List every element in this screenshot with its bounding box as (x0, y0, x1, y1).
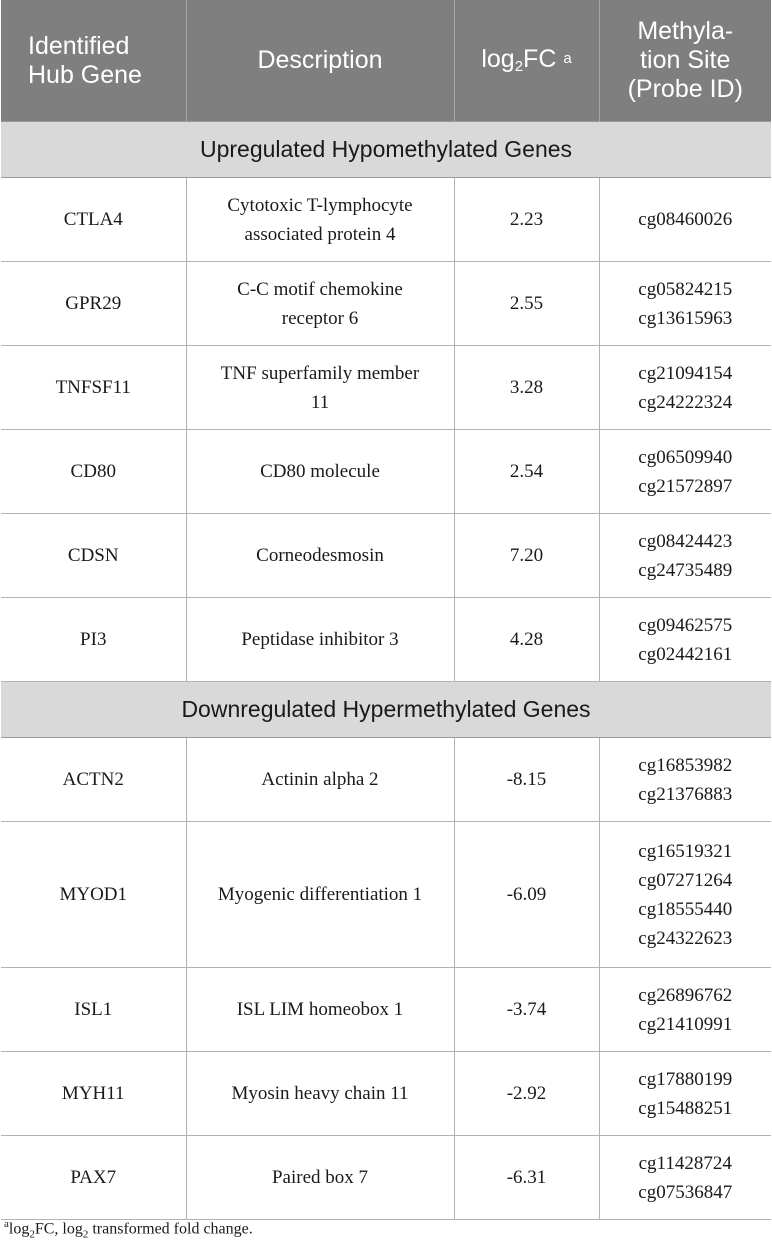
header-description: Description (186, 0, 454, 122)
description-cell: Paired box 7 (186, 1136, 454, 1220)
logfc-cell: -8.15 (454, 738, 599, 822)
table-row (1, 430, 771, 514)
probe-cell (599, 514, 771, 598)
probe-id: cg05824215 (638, 278, 733, 300)
group-title: Downregulated Hypermethylated Genes (1, 682, 771, 738)
probe-id: cg07536847 (638, 1181, 733, 1203)
probe-id: cg24322623 (638, 927, 733, 949)
logfc-cell: -2.92 (454, 1052, 599, 1136)
gene-cell: CDSN (1, 514, 186, 598)
table-row (1, 346, 771, 430)
hub-gene-table (1, 0, 771, 1220)
gene-cell: ACTN2 (1, 738, 186, 822)
header-methylation-site: Methyla-tion Site (Probe ID) (599, 0, 771, 122)
gene-cell: ISL1 (1, 968, 186, 1052)
description-cell: TNF superfamily member 11 (186, 346, 454, 430)
probe-id: cg13615963 (638, 307, 733, 329)
probe-cell (599, 430, 771, 514)
probe-id: cg18555440 (638, 898, 733, 920)
gene-cell: CTLA4 (1, 178, 186, 262)
probe-id: cg08424423 (638, 530, 733, 552)
table-row (1, 262, 771, 346)
probe-cell (599, 178, 771, 262)
probe-id: cg09462575 (638, 614, 733, 636)
gene-cell: GPR29 (1, 262, 186, 346)
table-row (1, 514, 771, 598)
probe-id: cg26896762 (638, 984, 733, 1006)
probe-cell (599, 1052, 771, 1136)
header-gene: Identified Hub Gene (1, 0, 186, 122)
probe-id: cg21094154 (638, 362, 733, 384)
table-row (1, 822, 771, 968)
probe-id: cg17880199 (638, 1068, 733, 1090)
logfc-cell: 2.55 (454, 262, 599, 346)
probe-id: cg11428724 (638, 1152, 732, 1174)
table-row (1, 1052, 771, 1136)
group-title: Upregulated Hypomethylated Genes (1, 122, 771, 178)
logfc-cell: 2.54 (454, 430, 599, 514)
description-cell: Myogenic differentiation 1 (186, 822, 454, 968)
table-row (1, 968, 771, 1052)
group-header-row (1, 682, 771, 738)
probe-id: cg02442161 (638, 643, 733, 665)
logfc-cell: 2.23 (454, 178, 599, 262)
probe-cell (599, 262, 771, 346)
group-header-row (1, 122, 771, 178)
probe-id: cg15488251 (638, 1097, 733, 1119)
gene-cell: PAX7 (1, 1136, 186, 1220)
table-row (1, 1136, 771, 1220)
probe-cell (599, 738, 771, 822)
probe-id: cg08460026 (638, 209, 733, 230)
footnote: $^a\log_2FC$, $\log_2$ transformed fold change. (4, 1218, 253, 1241)
probe-id: cg16519321 (638, 840, 733, 862)
probe-id: cg07271264 (638, 869, 733, 891)
description-cell: Cytotoxic T-lymphocyte associated protein 4 (186, 178, 454, 262)
description-cell: Peptidase inhibitor 3 (186, 598, 454, 682)
logfc-cell: 7.20 (454, 514, 599, 598)
probe-cell (599, 968, 771, 1052)
gene-cell: MYH11 (1, 1052, 186, 1136)
header-row (1, 0, 771, 122)
gene-cell: MYOD1 (1, 822, 186, 968)
table-row (1, 178, 771, 262)
probe-id: cg21410991 (638, 1013, 733, 1035)
probe-cell (599, 598, 771, 682)
logfc-cell: -6.09 (454, 822, 599, 968)
description-cell: Actinin alpha 2 (186, 738, 454, 822)
probe-id: cg21572897 (638, 475, 733, 497)
probe-cell (599, 346, 771, 430)
table-row (1, 738, 771, 822)
logfc-cell: -3.74 (454, 968, 599, 1052)
table-body (1, 122, 771, 1220)
probe-id: cg24222324 (638, 391, 733, 413)
gene-cell: PI3 (1, 598, 186, 682)
description-cell: Myosin heavy chain 11 (186, 1052, 454, 1136)
probe-cell (599, 1136, 771, 1220)
logfc-cell: 3.28 (454, 346, 599, 430)
description-cell: CD80 molecule (186, 430, 454, 514)
probe-cell (599, 822, 771, 968)
probe-id: cg16853982 (638, 754, 733, 776)
gene-cell: CD80 (1, 430, 186, 514)
description-cell: C-C motif chemokine receptor 6 (186, 262, 454, 346)
description-cell: Corneodesmosin (186, 514, 454, 598)
logfc-cell: -6.31 (454, 1136, 599, 1220)
probe-id: cg06509940 (638, 446, 733, 468)
probe-id: cg24735489 (638, 559, 733, 581)
logfc-cell: 4.28 (454, 598, 599, 682)
table-row (1, 598, 771, 682)
description-cell: ISL LIM homeobox 1 (186, 968, 454, 1052)
gene-cell: TNFSF11 (1, 346, 186, 430)
header-logfc: $\log_2FC$ $^a$ (454, 0, 599, 122)
probe-id: cg21376883 (638, 783, 733, 805)
